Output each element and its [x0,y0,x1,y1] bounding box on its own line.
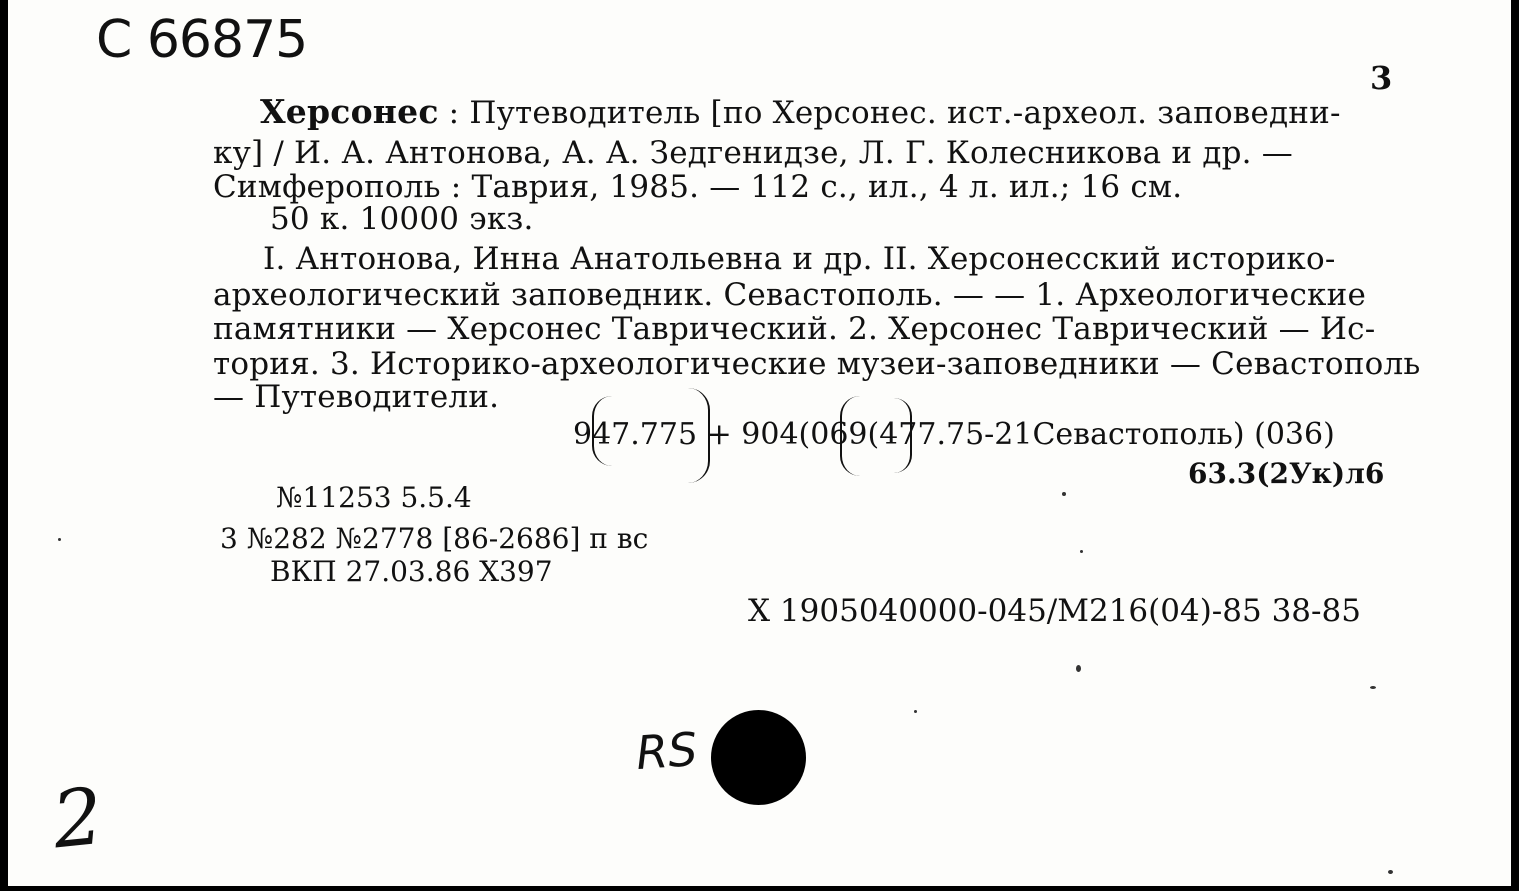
description-line-2: ку] / И. А. Антонова, А. А. Зедгенидзе, Л. Г. Колесникова и др. — [213,135,1293,171]
udc-index: 947.775 + 904(069(477.75-21Севастополь) (036) [573,417,1335,452]
description-line-3: Симферополь : Таврия, 1985. — 112 с., ил., 4 л. ил.; 16 см. [213,169,1183,205]
record-line-1: №11253 5.5.4 [276,481,472,514]
rs-handwritten-mark: RS [634,721,699,781]
description-text: : Путеводитель [по Херсонес. ист.-археол. заповедни- [438,95,1341,131]
record-line-3: ВКП 27.03.86 Х397 [270,555,553,588]
description-line-6: археологический заповедник. Севастополь. — — 1. Археологические [213,277,1367,313]
handwritten-number: 2 [48,771,108,867]
isbn-line: Х 1905040000-045/М216(04)-85 38-85 [748,593,1361,629]
description-line-5: I. Антонова, Инна Анатольевна и др. II. Херсонесский историко- [263,241,1336,277]
speck [58,538,61,541]
speck [1080,550,1083,553]
title-heading: Херсонес [260,92,439,131]
punched-dot-mark [711,710,806,805]
bbk-index: 63.3(2Ук)л6 [1188,457,1385,490]
speck [914,710,917,713]
description-line-9: — Путеводители. [213,379,500,415]
call-number: С 66875 [96,10,308,70]
speck [1076,665,1081,672]
description-line-1 [260,92,1341,131]
speck [1062,492,1066,496]
speck [1370,686,1376,689]
speck [1388,870,1393,874]
corner-number: 3 [1370,59,1393,97]
record-line-2: 3 №282 №2778 [86-2686] п вс [220,522,649,555]
description-line-7: памятники — Херсонес Таврический. 2. Херсонес Таврический — Ис- [213,311,1376,347]
description-line-8: тория. 3. Историко-археологические музеи-заповедники — Севастополь [213,346,1421,382]
card-paper [8,0,1511,886]
price-print-run: 50 к. 10000 экз. [270,201,534,237]
